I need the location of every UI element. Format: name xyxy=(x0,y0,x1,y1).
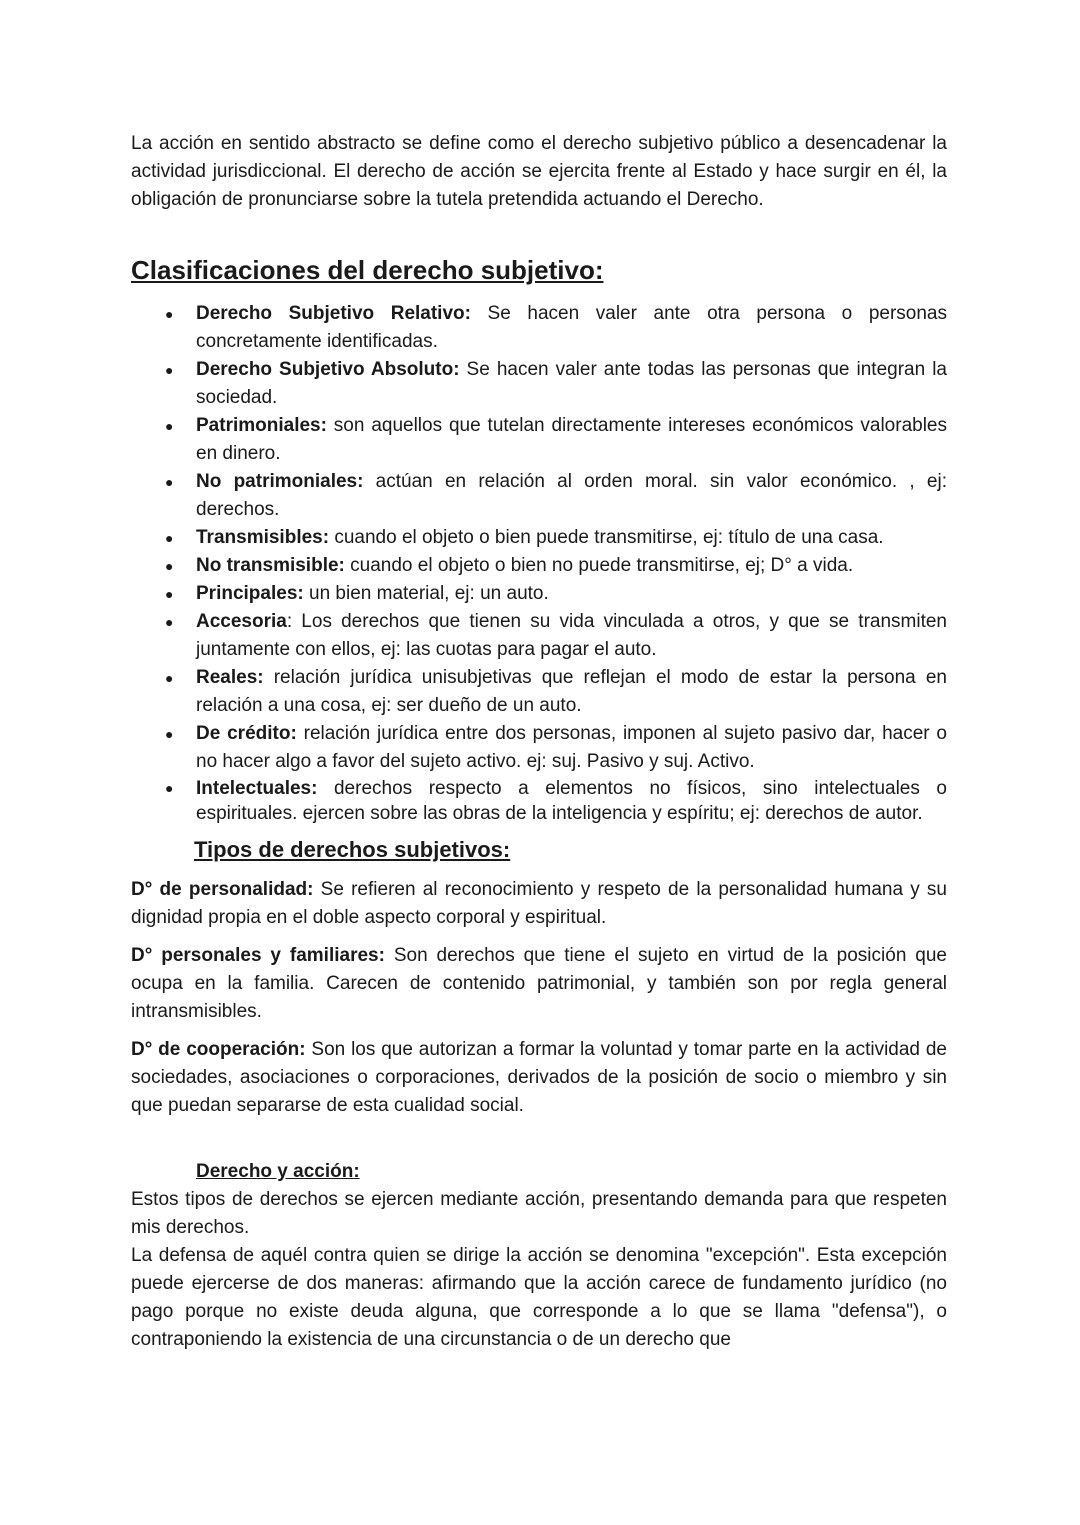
list-item-text: son aquellos que tutelan directamente intereses económicos valorables en dinero. xyxy=(196,415,947,464)
list-item xyxy=(165,468,947,524)
list-item-term: Derecho Subjetivo Absoluto: xyxy=(196,359,460,380)
list-item-term: No patrimoniales: xyxy=(196,471,364,492)
list-item-term: Patrimoniales: xyxy=(196,415,327,436)
list-item-term: No transmisible: xyxy=(196,555,345,576)
list-item-term: Accesoria xyxy=(196,611,287,632)
action-heading: Derecho y acción: xyxy=(196,1161,360,1182)
list-item xyxy=(165,776,947,826)
list-item-term: Reales: xyxy=(196,667,264,688)
intro-paragraph: La acción en sentido abstracto se define como el derecho subjetivo público a desencadenar la actividad jurisdiccional. El derecho de acción se ejercita frente al Estado y hace surgir en él, la obligación de pronunciarse sobre la tutela pretendida actuando el Derecho. xyxy=(131,133,947,210)
type-paragraph-personales xyxy=(131,942,947,1026)
action-paragraph: Estos tipos de derechos se ejercen mediante acción, presentando demanda para que respeten mis derechos. xyxy=(131,1189,947,1238)
type-text: Son los que autorizan a formar la voluntad y tomar parte en la actividad de sociedades, asociaciones o corporaciones, derivados de la posición de socio o miembro y sin que puedan separarse de esta cualidad social. xyxy=(131,1039,947,1116)
list-item-text: : Los derechos que tienen su vida vinculada a otros, y que se transmiten juntamente con ellos, ej: las cuotas para pagar el auto. xyxy=(196,611,947,660)
list-item xyxy=(165,524,947,552)
type-paragraph-personalidad xyxy=(131,876,947,932)
list-item-term: De crédito: xyxy=(196,723,297,744)
list-item-term: Derecho Subjetivo Relativo: xyxy=(196,303,471,324)
type-paragraph-cooperacion xyxy=(131,1036,947,1120)
bullet-icon: ● xyxy=(165,780,174,796)
list-item-text: Se hacen valer ante otra persona o personas concretamente identificadas. xyxy=(196,303,947,352)
list-item-text: Se hacen valer ante todas las personas que integran la sociedad. xyxy=(196,359,947,408)
type-term: D° de cooperación: xyxy=(131,1039,306,1060)
bullet-icon: ● xyxy=(165,614,174,630)
bullet-icon: ● xyxy=(165,586,174,602)
bullet-icon: ● xyxy=(165,726,174,742)
list-item-text: relación jurídica entre dos personas, imponen al sujeto pasivo dar, hacer o no hacer algo a favor del sujeto activo. ej: suj. Pasivo y suj. Activo. xyxy=(196,723,947,772)
type-text: Son derechos que tiene el sujeto en virtud de la posición que ocupa en la familia. Carecen de contenido patrimonial, y también son por regla general intransmisibles. xyxy=(131,945,947,1022)
list-item xyxy=(165,552,947,580)
bullet-icon: ● xyxy=(165,418,174,434)
list-item-text: derechos respecto a elementos no físicos, sino intelectuales o espirituales. ejercen sobre las obras de la inteligencia y espíritu; ej: derechos de autor. xyxy=(196,778,947,824)
bullet-icon: ● xyxy=(165,474,174,490)
list-item xyxy=(165,300,947,356)
list-item-text: un bien material, ej: un auto. xyxy=(303,583,549,604)
type-term: D° de personalidad: xyxy=(131,879,314,900)
document-page xyxy=(131,130,947,1354)
list-item-text: relación jurídica unisubjetivas que reflejan el modo de estar la persona en relación a una cosa, ej: ser dueño de un auto. xyxy=(196,667,947,716)
list-item-text: actúan en relación al orden moral. sin valor económico. , ej: derechos. xyxy=(196,471,947,520)
list-item xyxy=(165,412,947,468)
bullet-icon: ● xyxy=(165,362,174,378)
list-item xyxy=(165,608,947,664)
types-heading: Tipos de derechos subjetivos: xyxy=(194,837,511,862)
type-term: D° personales y familiares: xyxy=(131,945,385,966)
bullet-icon: ● xyxy=(165,530,174,546)
list-item-term: Transmisibles: xyxy=(196,527,330,548)
classification-list xyxy=(131,300,947,826)
list-item xyxy=(165,720,947,776)
list-item-text: cuando el objeto o bien puede transmitirse, ej: título de una casa. xyxy=(329,527,884,548)
action-paragraph: La defensa de aquél contra quien se dirige la acción se denomina "excepción". Esta excepción puede ejercerse de dos maneras: afirmando que la acción carece de fundamento jurídico (no pago porque no existe deuda alguna, que corresponde a lo que se llama "defensa"), o contraponiendo la existencia de una circunstancia o de un derecho que xyxy=(131,1245,947,1350)
bullet-icon: ● xyxy=(165,306,174,322)
list-item xyxy=(165,356,947,412)
bullet-icon: ● xyxy=(165,670,174,686)
bullet-icon: ● xyxy=(165,558,174,574)
classification-heading: Clasificaciones del derecho subjetivo: xyxy=(131,255,604,285)
list-item-term: Principales: xyxy=(196,583,304,604)
type-text: Se refieren al reconocimiento y respeto de la personalidad humana y su dignidad propia en el doble aspecto corporal y espiritual. xyxy=(131,879,947,928)
list-item xyxy=(165,580,947,608)
list-item xyxy=(165,664,947,720)
list-item-text: cuando el objeto o bien no puede transmitirse, ej; D° a vida. xyxy=(344,555,854,576)
list-item-term: Intelectuales: xyxy=(196,778,318,799)
